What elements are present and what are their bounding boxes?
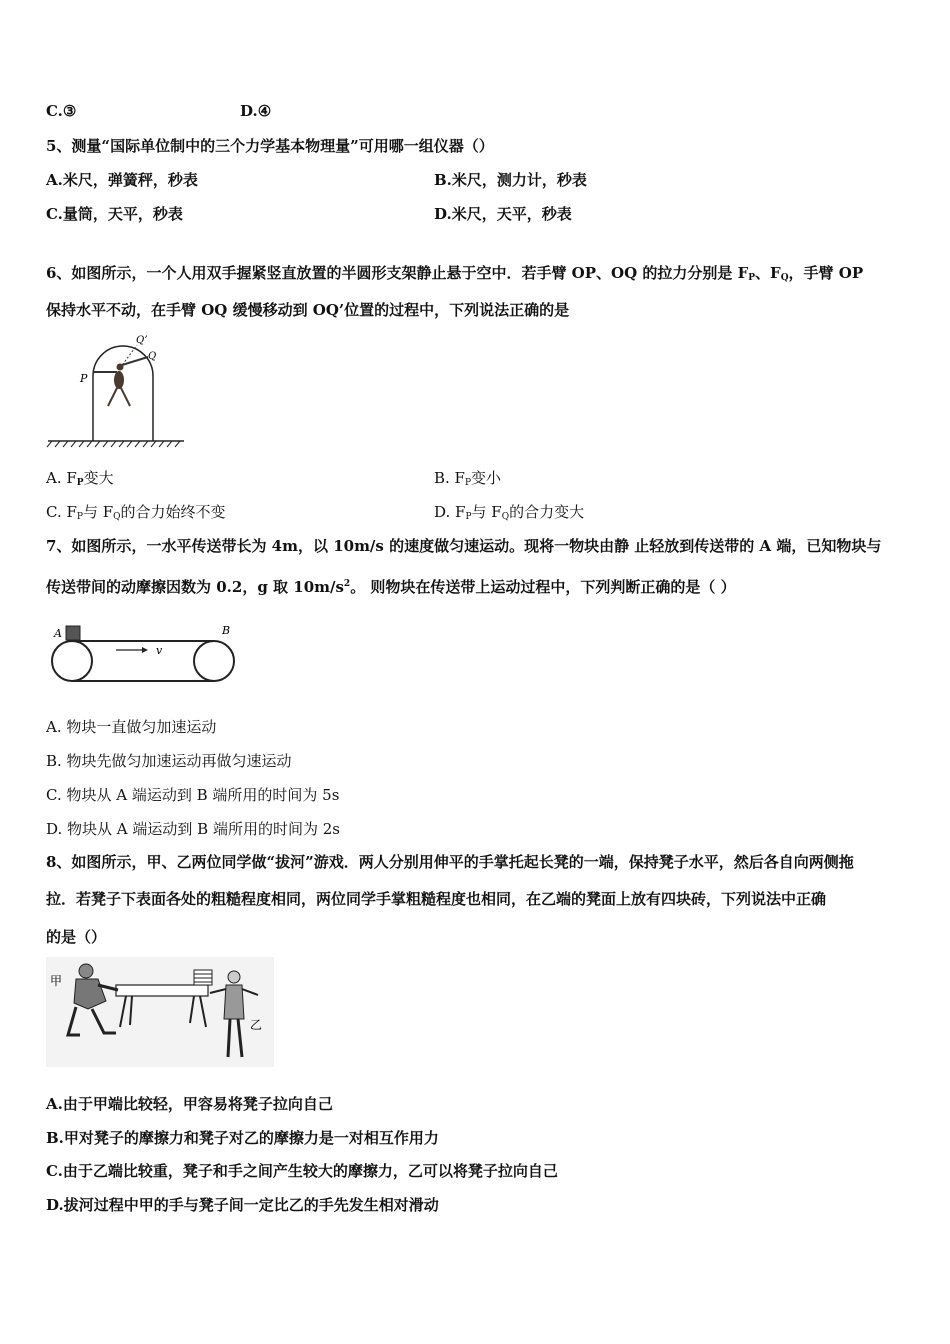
q6-stem-line1: 6、如图所示，一个人用双手握紧竖直放置的半圆形支架静止悬于空中．若手臂 OP、OQ 的拉力分别是 $F_P$、$F_Q$，手臂 OP (46, 264, 864, 283)
q5-option-d: D.米尺，天平，秒表 (434, 205, 572, 223)
q7-option-d: D. 物块从 A 端运动到 B 端所用的时间为 2s (46, 820, 340, 838)
q5-option-b: B.米尺，测力计，秒表 (434, 171, 587, 189)
q6-option-d: D. $F_P$与 $F_Q$的合力变大 (434, 503, 585, 522)
q6-label-q: Q (148, 351, 157, 362)
q8-label-yi: 乙 (250, 1018, 263, 1032)
q6-label-q-prime: Q’ (136, 335, 148, 346)
q7-stem-line1: 7、如图所示，一水平传送带长为 4m，以 10m/s 的速度做匀速运动。现将一物块由静 止轻放到传送带的 A 端，已知物块与 (46, 537, 882, 555)
q8-label-jia: 甲 (50, 974, 63, 988)
q8-stem-line3: 的是（） (46, 928, 107, 946)
q6-option-a: A. $F_P$变大 (46, 469, 114, 488)
q7-label-b: B (222, 624, 231, 637)
q7-label-a: A (54, 627, 62, 640)
q8-option-d: D.拔河过程中甲的手与凳子间一定比乙的手先发生相对滑动 (46, 1196, 439, 1214)
q6-option-b: B. $F_P$变小 (434, 469, 502, 488)
option-d-prev: D.④ (240, 102, 272, 120)
q8-stem-line1: 8、如图所示，甲、乙两位同学做“拔河”游戏．两人分别用伸平的手掌托起长凳的一端，保持凳子水平，然后各自向两侧拖 (46, 853, 854, 871)
option-c-prev: C.③ (46, 102, 77, 120)
q6-option-c: C. $F_P$与 $F_Q$的合力始终不变 (46, 503, 226, 522)
q5-stem: 5、测量“国际单位制中的三个力学基本物理量”可用哪一组仪器（） (46, 137, 494, 155)
q5-option-c: C.量筒，天平，秒表 (46, 205, 183, 223)
q5-option-a: A.米尺，弹簧秤，秒表 (46, 171, 198, 189)
q7-label-v: v (156, 644, 163, 657)
q8-option-a: A.由于甲端比较轻，甲容易将凳子拉向自己 (46, 1095, 333, 1113)
q7-option-c: C. 物块从 A 端运动到 B 端所用的时间为 5s (46, 786, 340, 804)
q6-label-p: P (80, 372, 88, 385)
q7-stem-line2: 传送带间的动摩擦因数为 0.2，g 取 $10m/s^2$。 则物块在传送带上运动过程中，下列判断正确的是（ ） (46, 578, 736, 596)
q8-option-c: C.由于乙端比较重，凳子和手之间产生较大的摩擦力，乙可以将凳子拉向自己 (46, 1162, 558, 1180)
q7-option-b: B. 物块先做匀加速运动再做匀速运动 (46, 752, 292, 770)
q8-option-b: B.甲对凳子的摩擦力和凳子对乙的摩擦力是一对相互作用力 (46, 1129, 439, 1147)
q7-conveyor-figure (48, 620, 252, 698)
q6-figure (44, 332, 188, 450)
q7-option-a: A. 物块一直做匀加速运动 (46, 718, 217, 736)
q6-stem-line2: 保持水平不动，在手臂 OQ 缓慢移动到 OQ’位置的过程中，下列说法正确的是 (46, 301, 570, 319)
q8-stem-line2: 拉．若凳子下表面各处的粗糙程度相同，两位同学手掌粗糙程度也相同，在乙端的凳面上放有四块砖，下列说法中正确 (46, 890, 827, 908)
q8-tug-of-war-figure (46, 957, 274, 1067)
